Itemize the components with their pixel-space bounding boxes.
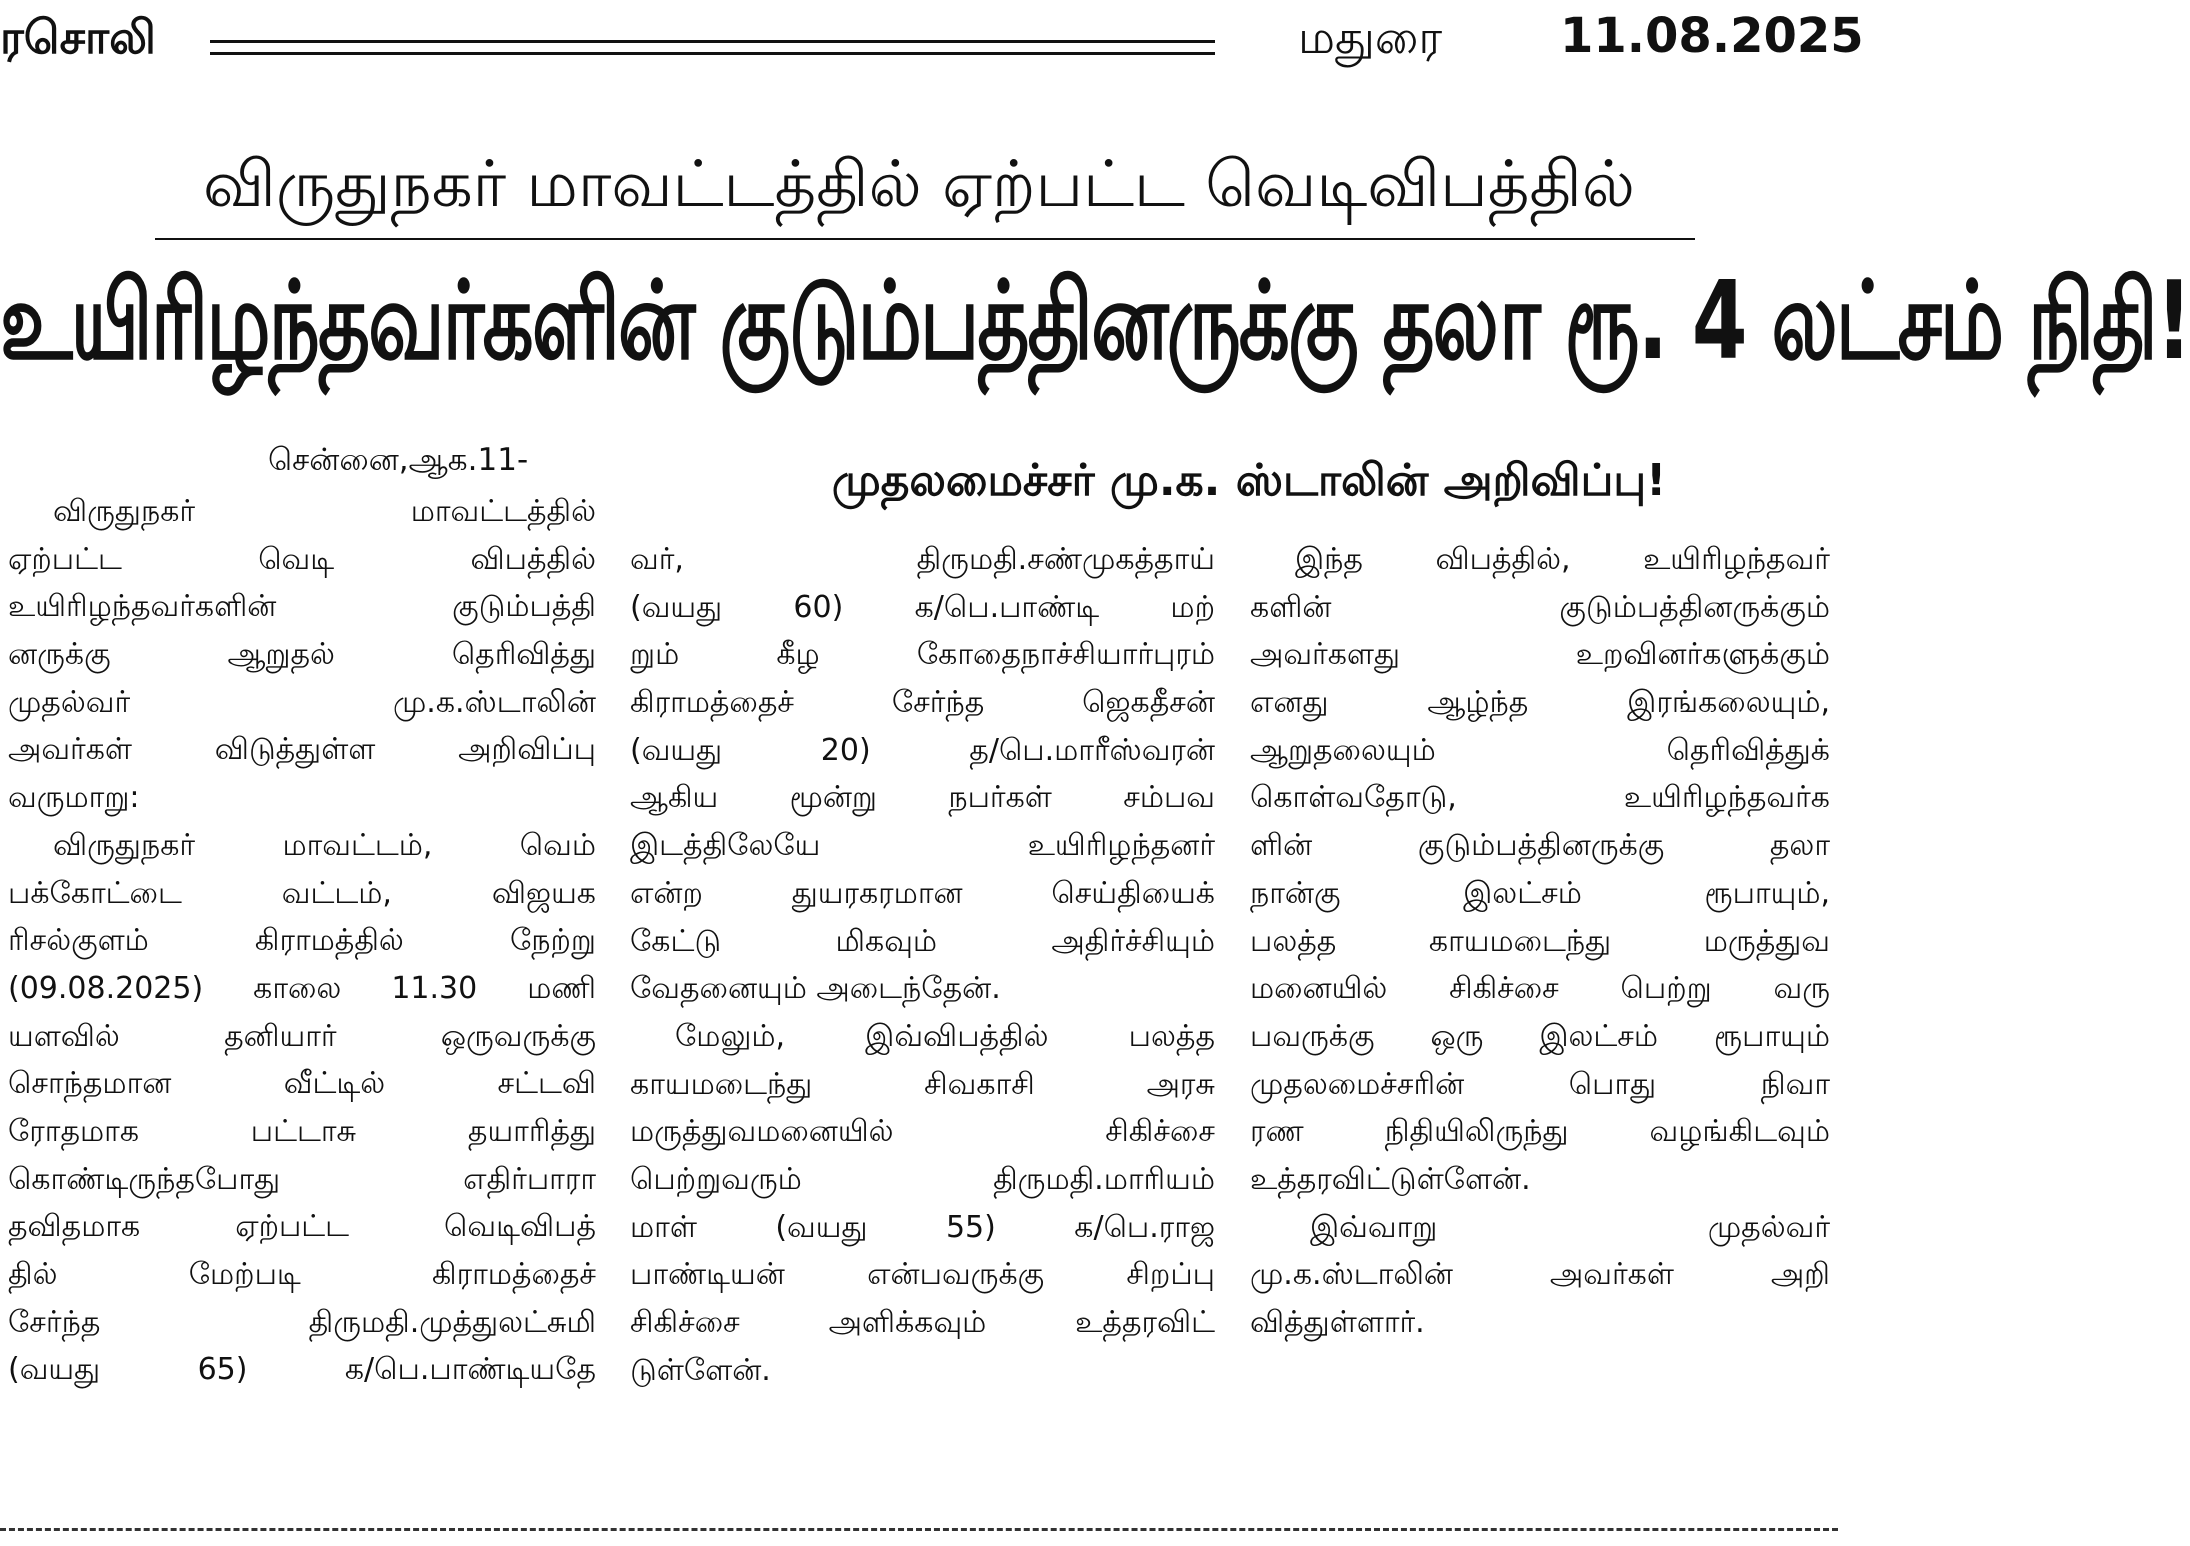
text-line: மருத்துவமனையில் சிகிச்சை	[630, 1114, 1215, 1150]
masthead-name: ரசொலி	[0, 10, 156, 64]
masthead-date: 11.08.2025	[1560, 8, 1864, 64]
text-line: முதலமைச்சரின் பொது நிவா	[1250, 1066, 1830, 1102]
text-line: பலத்த காயமடைந்து மருத்துவ	[1250, 923, 1830, 959]
text-line: டுள்ளேன்.	[630, 1352, 771, 1388]
text-line: களின் குடும்பத்தினருக்கும்	[1250, 589, 1830, 625]
text-line: கிராமத்தைச் சேர்ந்த ஜெகதீசன்	[630, 685, 1215, 721]
dateline: சென்னை,ஆக.11-	[268, 442, 529, 478]
text-line: பவருக்கு ஒரு இலட்சம் ரூபாயும்	[1250, 1018, 1830, 1054]
masthead-rule	[210, 40, 1215, 55]
text-line: ரோதமாக பட்டாசு தயாரித்து	[8, 1113, 596, 1149]
text-line: (வயது 20) த/பெ.மாரீஸ்வரன்	[630, 732, 1215, 768]
article-column-3	[1250, 536, 1830, 1347]
text-line: பக்கோட்டை வட்டம், விஜயக	[8, 875, 596, 911]
text-line: கேட்டு மிகவும் அதிர்ச்சியும்	[630, 923, 1215, 959]
text-line: இவ்வாறு முதல்வர்	[1310, 1209, 1830, 1245]
text-line: பெற்றுவரும் திருமதி.மாரியம்	[630, 1161, 1215, 1197]
text-line: மனையில் சிகிச்சை பெற்று வரு	[1250, 971, 1830, 1007]
masthead-city: மதுரை	[1298, 10, 1443, 64]
text-line: ஆகிய மூன்று நபர்கள் சம்பவ	[630, 780, 1215, 816]
text-line: ரிசல்குளம் கிராமத்தில் நேற்று	[8, 923, 596, 959]
kicker-headline: விருதுநகர் மாவட்டத்தில் ஏற்பட்ட வெடிவிபத்தில்	[203, 148, 1635, 222]
text-line: வேதனையும் அடைந்தேன்.	[630, 971, 1001, 1007]
text-line: மாள் (வயது 55) க/பெ.ராஜ	[630, 1209, 1215, 1245]
text-line: மு.க.ஸ்டாலின் அவர்கள் அறி	[1250, 1257, 1830, 1293]
text-line: தவிதமாக ஏற்பட்ட வெடிவிபத்	[8, 1209, 596, 1245]
kicker-rule	[155, 238, 1695, 240]
text-line: னருக்கு ஆறுதல் தெரிவித்து	[8, 637, 596, 673]
text-line: ளின் குடும்பத்தினருக்கு தலா	[1250, 828, 1830, 864]
text-line: யளவில் தனியார் ஒருவருக்கு	[8, 1018, 596, 1054]
text-line: என்ற துயரகரமான செய்தியைக்	[630, 875, 1215, 911]
text-line: இந்த விபத்தில், உயிரிழந்தவர்	[1295, 542, 1830, 577]
article-column-2	[630, 536, 1215, 1394]
text-line: இடத்திலேயே உயிரிழந்தனர்	[630, 828, 1215, 864]
text-line: முதல்வர் மு.க.ஸ்டாலின்	[8, 684, 596, 720]
text-line: சொந்தமான வீட்டில் சட்டவி	[8, 1066, 596, 1102]
text-line: வர், திருமதி.சண்முகத்தாய்	[630, 542, 1215, 577]
text-line: (வயது 65) க/பெ.பாண்டியதே	[8, 1352, 596, 1388]
text-line: உத்தரவிட்டுள்ளேன்.	[1250, 1161, 1531, 1197]
main-headline: உயிரிழந்தவர்களின் குடும்பத்தினருக்கு தலா ரூ. 4 லட்சம் நிதி!	[0, 258, 2190, 384]
text-line: சிகிச்சை அளிக்கவும் உத்தரவிட்	[630, 1305, 1215, 1340]
text-line: காயமடைந்து சிவகாசி அரசு	[630, 1066, 1215, 1102]
text-line: றும் கீழ கோதைநாச்சியார்புரம்	[630, 637, 1215, 673]
text-line: மேலும், இவ்விபத்தில் பலத்த	[675, 1018, 1215, 1054]
text-line: அவர்களது உறவினர்களுக்கும்	[1250, 637, 1830, 673]
text-line: நான்கு இலட்சம் ரூபாயும்,	[1250, 875, 1830, 911]
bottom-dashed-rule	[0, 1528, 1838, 1531]
text-line: ஏற்பட்ட வெடி விபத்தில்	[8, 541, 596, 577]
text-line: விருதுநகர் மாவட்டத்தில்	[53, 494, 596, 529]
subheadline: முதலமைச்சர் மு.க. ஸ்டாலின் அறிவிப்பு!	[831, 455, 1667, 506]
text-line: பாண்டியன் என்பவருக்கு சிறப்பு	[630, 1257, 1215, 1293]
text-line: கொண்டிருந்தபோது எதிர்பாரா	[8, 1161, 596, 1197]
text-line: வித்துள்ளார்.	[1250, 1305, 1425, 1340]
text-line: (வயது 60) க/பெ.பாண்டி மற்	[630, 589, 1215, 625]
text-line: கொள்வதோடு, உயிரிழந்தவர்க	[1250, 780, 1830, 816]
text-line: விருதுநகர் மாவட்டம், வெம்	[53, 827, 596, 863]
text-line: தில் மேற்படி கிராமத்தைச்	[8, 1257, 596, 1292]
text-line: ரண நிதியிலிருந்து வழங்கிடவும்	[1250, 1114, 1830, 1150]
article-column-1	[8, 488, 596, 1394]
text-line: சேர்ந்த திருமதி.முத்துலட்சுமி	[8, 1304, 596, 1340]
text-line: வருமாறு:	[8, 780, 140, 816]
text-line: அவர்கள் விடுத்துள்ள அறிவிப்பு	[8, 732, 596, 768]
text-line: (09.08.2025) காலை 11.30 மணி	[8, 970, 596, 1006]
text-line: எனது ஆழ்ந்த இரங்கலையும்,	[1250, 685, 1830, 721]
text-line: ஆறுதலையும் தெரிவித்துக்	[1250, 732, 1830, 768]
text-line: உயிரிழந்தவர்களின் குடும்பத்தி	[8, 589, 596, 625]
